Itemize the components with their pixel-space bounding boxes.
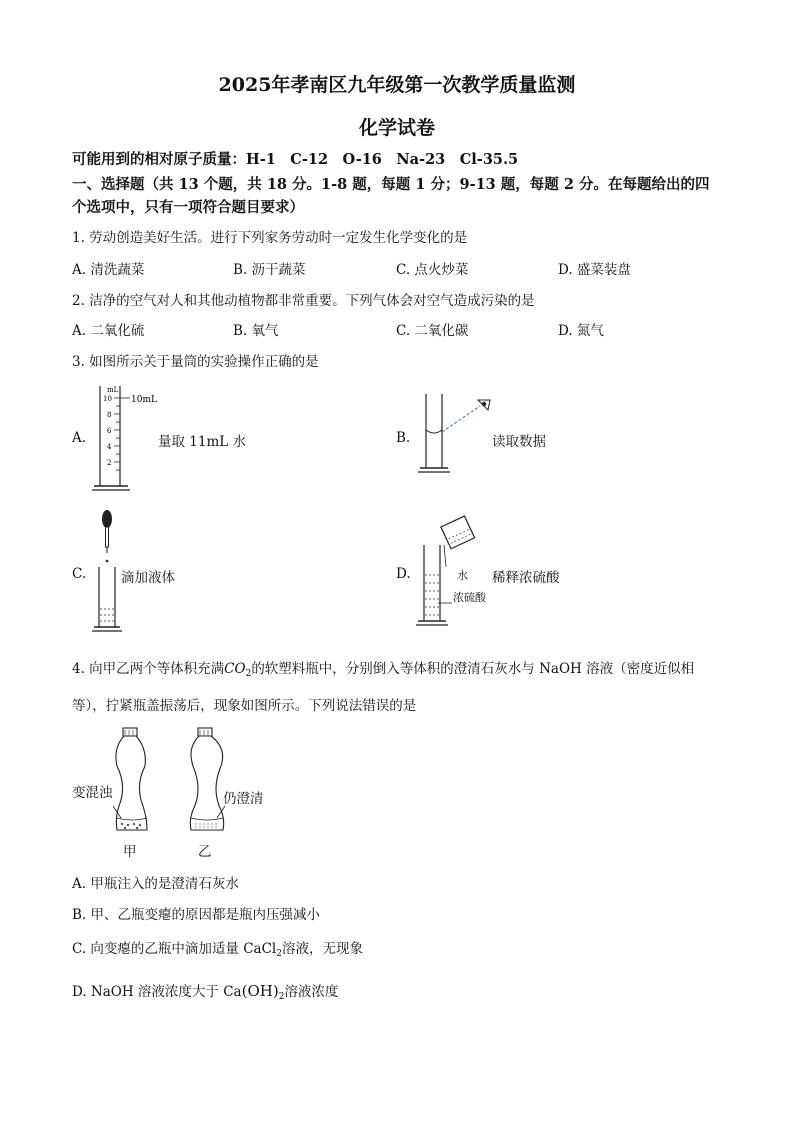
bottle-jia-label: 甲 xyxy=(123,844,137,860)
acid-label: 浓硫酸 xyxy=(453,591,486,604)
page-subtitle: 化学试卷 xyxy=(358,117,435,139)
q3-option-a-caption: 量取 11mL 水 xyxy=(158,434,247,450)
q3-option-b-caption: 读取数据 xyxy=(492,434,546,450)
q4-option-d-sub: 2 xyxy=(278,992,285,1002)
co2-subscript: 2 xyxy=(245,669,252,679)
bottles-figure xyxy=(105,726,255,836)
page-title: 2025年孝南区九年级第一次教学质量监测 xyxy=(218,74,576,96)
water-label: 水 xyxy=(457,569,468,582)
q4-option-c xyxy=(72,937,363,959)
q2-stem: 2. 洁净的空气对人和其他动植物都非常重要。下列气体会对空气造成污染的是 xyxy=(72,293,535,309)
tick-label-10: 10 xyxy=(103,395,112,403)
atomic-masses: 可能用到的相对原子质量：H-1 C-12 O-16 Na-23 Cl-35.5 xyxy=(72,151,519,168)
dilution-figure xyxy=(416,515,496,640)
q2-option-a: A. 二氧化硫 xyxy=(72,323,145,339)
q4-stem-post: 的软塑料瓶中，分别倒入等体积的澄清石灰水与 NaOH 溶液（密度近似相 xyxy=(251,661,695,677)
q4-stem-line2: 等），拧紧瓶盖振荡后，现象如图所示。下列说法错误的是 xyxy=(72,698,417,714)
q3-option-b-letter: B. xyxy=(396,430,411,446)
q4-option-d-pre: D. NaOH 溶液浓度大于 Ca xyxy=(72,984,242,1000)
q4-stem-pre: 4. 向甲乙两个等体积充满 xyxy=(72,661,225,677)
q4-option-c-pre: C. 向变瘪的乙瓶中滴加适量 CaCl xyxy=(72,941,277,957)
q4-option-d-post: 溶液浓度 xyxy=(284,984,339,1000)
q4-option-d xyxy=(72,980,338,1002)
tick-label-8: 8 xyxy=(107,411,112,419)
dropper-bulb-icon xyxy=(102,510,112,528)
q4-option-b: B. 甲、乙瓶变瘪的原因都是瓶内压强减小 xyxy=(72,907,321,923)
tick-label-4: 4 xyxy=(107,443,112,451)
q4-option-c-post: 溶液，无现象 xyxy=(281,941,363,957)
bottle-yi-icon xyxy=(190,728,223,830)
section1-heading-line1: 一、选择题（共 13 个题，共 18 分。1-8 题，每题 1 分；9-13 题，每题 2 分。在每题给出的四 xyxy=(72,176,710,193)
q1-stem: 1. 劳动创造美好生活。进行下列家务劳动时一定发生化学变化的是 xyxy=(72,230,468,246)
q3-option-c-caption: 滴加液体 xyxy=(121,570,175,586)
graduated-cylinder-b-figure xyxy=(416,390,496,480)
co2-formula: CO xyxy=(224,661,246,677)
bottle-left-label: 变混浊 xyxy=(72,785,113,801)
q4-option-c-sub: 2 xyxy=(276,949,282,959)
bottle-jia-icon xyxy=(116,728,147,830)
bottle-right-label: 仍澄清 xyxy=(223,791,264,807)
q2-option-c: C. 二氧化碳 xyxy=(396,323,469,339)
bottle-yi-label: 乙 xyxy=(198,844,212,860)
q1-option-c: C. 点火炒菜 xyxy=(396,262,469,278)
q3-option-a-letter: A. xyxy=(72,430,87,446)
ten-ml-label: 10mL xyxy=(131,395,157,405)
q4-stem-line1 xyxy=(72,657,694,679)
section1-heading-line2: 个选项中，只有一项符合题目要求） xyxy=(72,199,304,216)
q2-option-d: D. 氮气 xyxy=(558,323,604,339)
q1-option-a: A. 清洗蔬菜 xyxy=(72,262,145,278)
q3-option-d-letter: D. xyxy=(396,566,411,582)
beaker-icon xyxy=(441,516,475,549)
q2-option-b: B. 氧气 xyxy=(233,323,279,339)
q3-option-d-caption: 稀释浓硫酸 xyxy=(492,570,560,586)
q4-option-d-paren: (OH) xyxy=(241,982,279,1000)
q1-option-b: B. 沥干蔬菜 xyxy=(233,262,306,278)
tick-label-2: 2 xyxy=(107,459,112,467)
tick-label-6: 6 xyxy=(107,427,112,435)
q3-stem: 3. 如图所示关于量筒的实验操作正确的是 xyxy=(72,354,319,370)
cylinder-unit-label: mL xyxy=(107,386,119,394)
q1-option-d: D. 盛菜装盘 xyxy=(558,262,631,278)
q3-option-c-letter: C. xyxy=(72,566,87,582)
q4-option-a: A. 甲瓶注入的是澄清石灰水 xyxy=(72,876,239,892)
